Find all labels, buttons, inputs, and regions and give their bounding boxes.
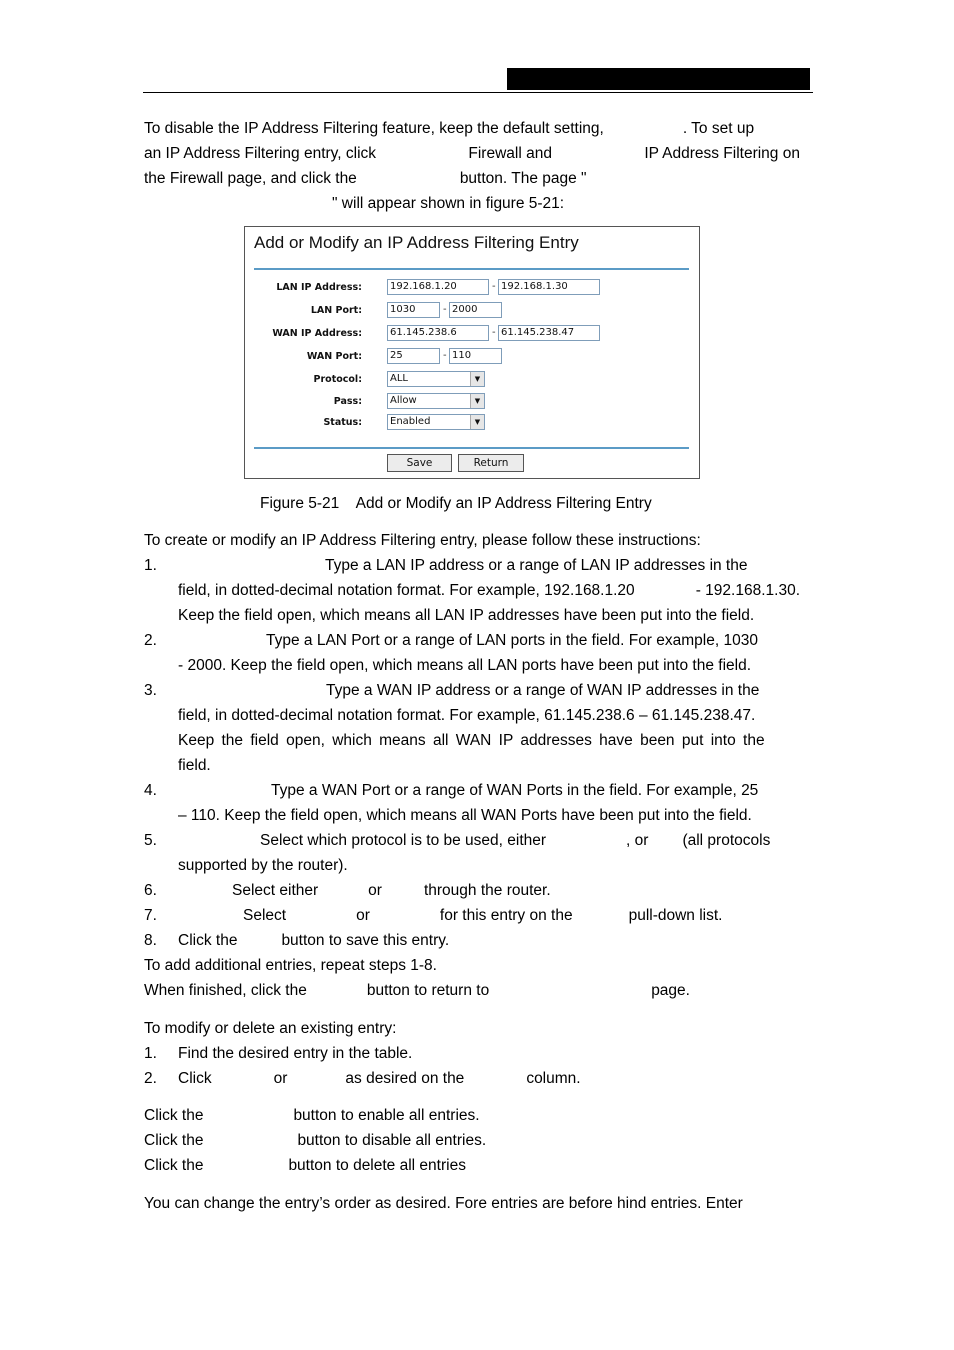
lan-port-to-input[interactable]: 2000 (449, 302, 502, 318)
list-item: 2. Click or as desired on the column. (144, 1070, 581, 1087)
list-item: 4. Type a WAN Port or a range of WAN Ports in the field. For example, 25 – 110. Keep the field open, which means all WAN Ports have been put into the field. (144, 782, 759, 824)
modify-intro: To modify or delete an existing entry: (144, 1020, 397, 1037)
wan-port-to-input[interactable]: 110 (449, 348, 502, 364)
pass-row (245, 392, 701, 412)
chevron-down-icon: ▼ (470, 372, 484, 386)
protocol-label: Protocol: (313, 374, 362, 385)
protocol-row (245, 370, 701, 390)
lan-port-label: LAN Port: (310, 305, 362, 316)
chevron-down-icon: ▼ (470, 415, 484, 429)
intro-line-3: the Firewall page, and click the button. The page " (144, 170, 587, 187)
wan-port-row (245, 347, 701, 367)
wan-port-label: WAN Port: (306, 351, 362, 362)
figure-5-21 (244, 226, 700, 479)
header-bar (507, 68, 810, 90)
protocol-select[interactable]: ALL ▼ (387, 371, 485, 387)
save-button[interactable]: Save (387, 454, 452, 472)
lan-ip-row (245, 278, 701, 298)
lan-port-from-input[interactable]: 1030 (387, 302, 440, 318)
range-separator: - (492, 281, 496, 292)
instructions-intro: To create or modify an IP Address Filtering entry, please follow these instructions: (144, 532, 701, 549)
status-select[interactable]: Enabled ▼ (387, 414, 485, 430)
instruction-steps (144, 553, 800, 953)
figure-caption: Figure 5-21 Add or Modify an IP Address Filtering Entry (260, 495, 652, 512)
figure-bottom-rule (254, 447, 689, 449)
lan-ip-from-input[interactable]: 192.168.1.20 (387, 279, 489, 295)
click-lines: Click the button to enable all entries. Click the button to disable all entries. Click the button to delete all entries (144, 1107, 487, 1174)
range-separator: - (492, 327, 496, 338)
wan-ip-from-input[interactable]: 61.145.238.6 (387, 325, 489, 341)
last-paragraph: You can change the entry’s order as desired. Fore entries are before hind entries. Enter (144, 1195, 743, 1212)
figure-top-rule (254, 268, 689, 270)
header-rule (143, 92, 813, 93)
figure-title: Add or Modify an IP Address Filtering Entry (254, 233, 579, 252)
return-button[interactable]: Return (458, 454, 524, 472)
wan-ip-to-input[interactable]: 61.145.238.47 (498, 325, 600, 341)
modify-steps (144, 1041, 800, 1091)
pass-select[interactable]: Allow ▼ (387, 393, 485, 409)
intro-paragraph (144, 116, 800, 216)
list-item: 5. Select which protocol is to be used, either , or (all protocols supported by the router). (144, 832, 771, 874)
status-row (245, 413, 701, 433)
lan-port-row (245, 301, 701, 321)
range-separator: - (443, 350, 447, 361)
intro-line-2: an IP Address Filtering entry, click Firewall and IP Address Filtering on (144, 145, 800, 162)
wan-ip-row (245, 324, 701, 344)
list-item: 8. Click the button to save this entry. (144, 932, 450, 949)
wan-ip-label: WAN IP Address: (272, 328, 362, 339)
pass-label: Pass: (333, 396, 362, 407)
list-item: 1. Find the desired entry in the table. (144, 1045, 413, 1062)
list-item: 6. Select either or through the router. (144, 882, 551, 899)
status-label: Status: (323, 417, 362, 428)
list-item: 7. Select or for this entry on the pull-down list. (144, 907, 723, 924)
list-item: 2. Type a LAN Port or a range of LAN ports in the field. For example, 1030 - 2000. Keep the field open, which means all LAN ports have been put into the field. (144, 632, 758, 674)
chevron-down-icon: ▼ (470, 394, 484, 408)
after-steps: To add additional entries, repeat steps 1-8. When finished, click the button to return to page. (144, 957, 690, 999)
list-item: 1. Type a LAN IP address or a range of LAN IP addresses in the field, in dotted-decimal notation format. For example, 192.168.1.20 - 192.168.1.30. Keep the field open, which means all LAN IP addresses have been put into the field. (144, 557, 800, 624)
list-item: 3. Type a WAN IP address or a range of WAN IP addresses in the field, in dotted-decimal notation format. For example, 61.145.238.6 – 61.145.238.47. Keep the field open, which means all WAN IP addresses have been put into the field. (144, 682, 765, 774)
lan-ip-to-input[interactable]: 192.168.1.30 (498, 279, 600, 295)
intro-line-4: " will appear shown in figure 5-21: (332, 195, 565, 212)
range-separator: - (443, 304, 447, 315)
intro-line-1: To disable the IP Address Filtering feature, keep the default setting, . To set up (144, 120, 755, 137)
wan-port-from-input[interactable]: 25 (387, 348, 440, 364)
lan-ip-label: LAN IP Address: (276, 282, 362, 293)
